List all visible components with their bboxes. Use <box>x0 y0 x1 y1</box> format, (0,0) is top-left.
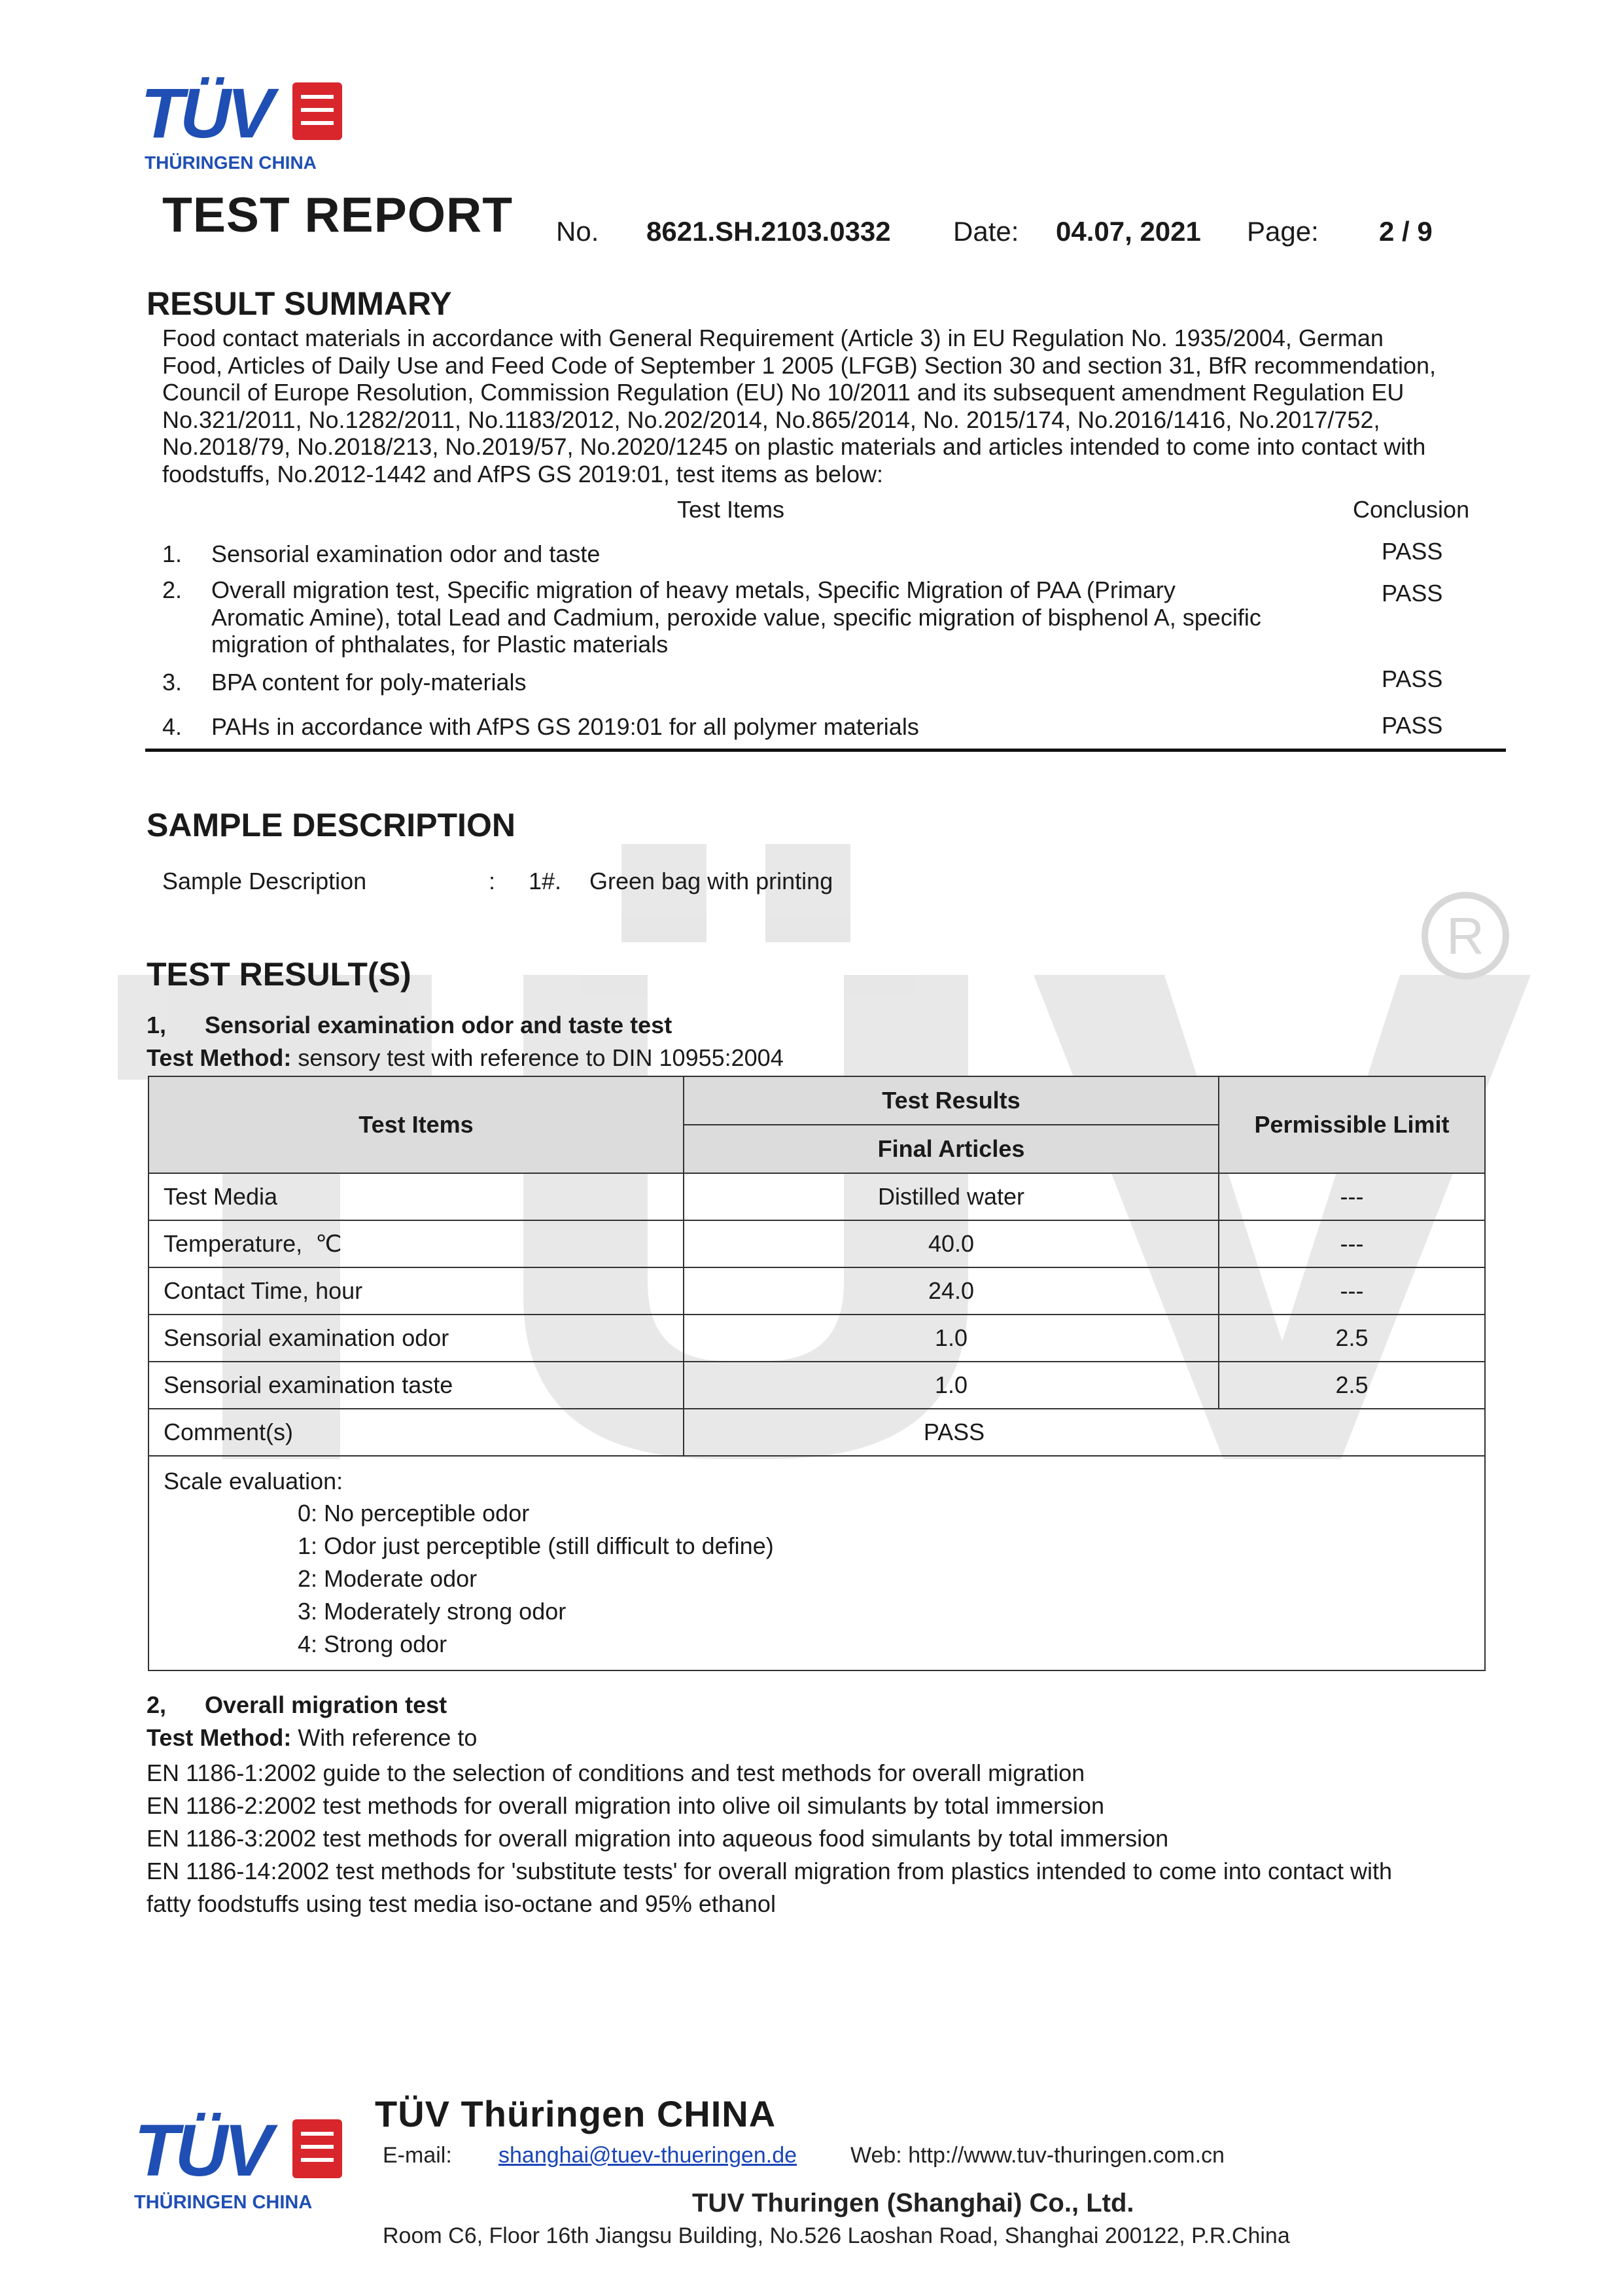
table-row: Test Media Distilled water --- <box>148 1173 1485 1220</box>
page-label: Page: <box>1247 216 1319 247</box>
test1-num: 1, <box>147 1012 167 1038</box>
sample-heading: SAMPLE DESCRIPTION <box>147 807 515 843</box>
date-value: 04.07, 2021 <box>1056 216 1201 247</box>
summary-result: PASS <box>1382 580 1443 607</box>
test2-title: Overall migration test <box>205 1691 447 1718</box>
table-row: Sensorial examination odor 1.0 2.5 <box>148 1315 1485 1362</box>
results-heading: TEST RESULT(S) <box>147 956 411 993</box>
page-value: 2 / 9 <box>1379 216 1433 247</box>
col-test-items: Test Items <box>148 1076 684 1173</box>
table-row: Contact Time, hour 24.0 --- <box>148 1267 1485 1315</box>
summary-result: PASS <box>1382 538 1443 565</box>
footer-company-name: TÜV Thüringen CHINA <box>375 2093 777 2134</box>
test2-method-list: EN 1186-1:2002 guide to the selection of conditions and test methods for overall migration EN 1186-2:2002 test methods for overall migration into olive oil simulants by total immersion EN 1186-3:2002 test methods for overall migration into aqueous food simulants by total immersion EN 1186-14:2002 test methods for 'substitute tests' for overall migration from plastics intended to come into contact with fatty foodstuffs using test media iso-octane and 95% ethanol <box>147 1759 1393 1917</box>
footer-logo-subtitle: THÜRINGEN CHINA <box>134 2192 313 2212</box>
footer-tuv-logo <box>134 2110 350 2212</box>
comment-row <box>148 1409 1485 1456</box>
scale-title: Scale evaluation: <box>164 1468 343 1494</box>
summary-result: PASS <box>1382 665 1443 692</box>
scale-row <box>148 1456 1485 1670</box>
footer-logo-text: TÜV <box>134 2110 269 2191</box>
sensorial-results-table <box>148 1076 1486 1671</box>
col-final-articles: Final Articles <box>684 1125 1219 1173</box>
col-permissible-limit: Permissible Limit <box>1219 1076 1485 1173</box>
scale-item: 3: Moderately strong odor <box>298 1598 567 1625</box>
report-title: TEST REPORT <box>162 187 514 242</box>
test2-num: 2, <box>147 1691 167 1718</box>
scale-item: 0: No perceptible odor <box>298 1500 530 1527</box>
sample-id: 1#. <box>529 868 562 894</box>
table-row: Temperature, ℃ 40.0 --- <box>148 1220 1485 1267</box>
test2-method: Test Method: With reference to <box>147 1724 478 1751</box>
report-no-label: No. <box>556 216 599 247</box>
logo-subtitle: THÜRINGEN CHINA <box>145 152 317 172</box>
report-no-value: 8621.SH.2103.0332 <box>646 216 891 247</box>
sample-label: Sample Description <box>162 868 367 894</box>
scale-item: 1: Odor just perceptible (still difficult to define) <box>298 1532 774 1559</box>
date-label: Date: <box>953 216 1019 247</box>
summary-col-conclusion: Conclusion <box>1353 496 1470 523</box>
tuv-logo <box>141 77 350 172</box>
sample-colon: : <box>489 868 496 894</box>
table-row: Sensorial examination taste 1.0 2.5 <box>148 1362 1485 1409</box>
comment-value: PASS <box>684 1409 1485 1456</box>
summary-result: PASS <box>1382 712 1443 739</box>
logo-text: TÜV <box>141 77 270 152</box>
svg-text:R: R <box>1446 907 1484 965</box>
footer-email-label: E-mail: <box>383 2143 452 2168</box>
footer-email-link[interactable]: shanghai@tuev-thueringen.de <box>498 2143 797 2168</box>
test1-title: Sensorial examination odor and taste test <box>205 1012 672 1038</box>
summary-divider <box>145 749 1506 752</box>
scale-item: 4: Strong odor <box>298 1631 447 1657</box>
scale-item: 2: Moderate odor <box>298 1565 478 1592</box>
summary-col-items: Test Items <box>677 496 785 523</box>
summary-paragraph: Food contact materials in accordance with General Requirement (Article 3) in EU Regulation No. 1935/2004, German Food, Articles of Daily Use and Feed Code of September 1 2005 (LFGB) Section 30 and section 31, BfR recommendation, Council of Europe Resolution, Commission Regulation (EU) No 10/2011 and its subsequent amendment Regulation EU No.321/2011, No.1282/2011, No.1183/2012, No.202/2014, No.865/2014, No. 2015/174, No.2016/1416, No.2017/752, No.2018/79, No.2018/213, No.2019/57, No.2020/1245 on plastic materials and articles intended to come into contact with foodstuffs, No.2012-1442 and AfPS GS 2019:01, test items as below: <box>162 325 1437 487</box>
footer-address: Room C6, Floor 16th Jiangsu Building, No.526 Laoshan Road, Shanghai 200122, P.R.China <box>383 2223 1290 2248</box>
footer-web[interactable]: Web: http://www.tuv-thuringen.com.cn <box>850 2143 1225 2168</box>
sample-value: Green bag with printing <box>589 868 833 894</box>
result-summary-heading: RESULT SUMMARY <box>147 285 452 322</box>
test1-method: Test Method: sensory test with reference to DIN 10955:2004 <box>147 1044 784 1071</box>
col-test-results: Test Results <box>684 1076 1219 1125</box>
footer-legal-name: TUV Thuringen (Shanghai) Co., Ltd. <box>692 2189 1134 2217</box>
comment-label: Comment(s) <box>148 1409 684 1456</box>
